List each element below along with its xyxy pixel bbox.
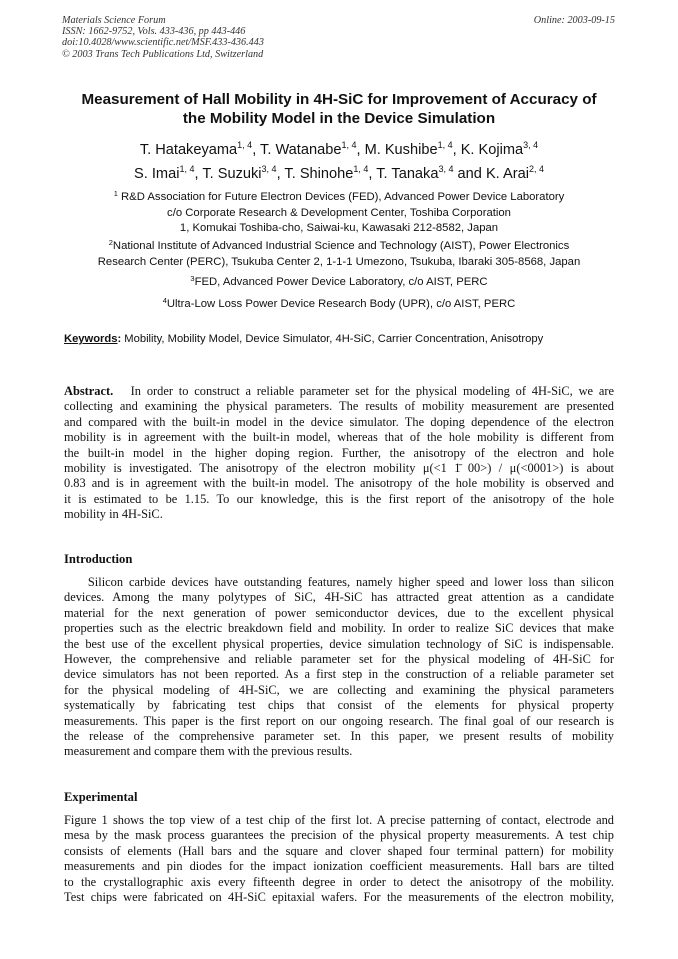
author-affil-sup: 1, 4 (353, 164, 369, 174)
text-line: consists of elements (Hall bars and the square and clover shaped four terminal pattern) for mobility (64, 843, 614, 858)
doi-line: doi:10.4028/www.scientific.net/MSF.433-436.443 (62, 37, 264, 49)
abstract-label: Abstract. (64, 384, 114, 398)
text-line: Figure 1 shows the top view of a test chip of the first lot. A precise patterning of contact, electrode and (64, 813, 614, 827)
author-list (30, 138, 648, 186)
text-line: mobility is in agreement with the built-in model, whereas that of the hole mobility is different from (64, 430, 614, 445)
author-separator: , (252, 142, 261, 158)
affiliation-sup: 3 (190, 274, 195, 283)
text-line: and compared with the built-in model in the device simulator. The doping dependence of the electron (64, 414, 614, 429)
text-line: to the crystallographic axis every fifteenth degree in order to detect the anisotropy of the mobility. (64, 874, 614, 889)
affiliation-3 (30, 275, 648, 291)
text-line: measurements. This paper is the first report on our ongoing research. The final goal of our research is (64, 713, 614, 728)
author-name: T. Hatakeyama (139, 142, 238, 158)
text-line: device simulators has not been reported. As a first step in the construction of a reliable parameter set (64, 667, 614, 682)
author-separator: , (368, 166, 377, 182)
author-name: T. Tanaka (376, 166, 439, 182)
text-line: mesa by the mask process guarantees the precision of the physical property measurements. A test chip (64, 828, 614, 843)
affiliation-line: R&D Association for Future Electron Devices (FED), Advanced Power Device Laboratory (121, 191, 565, 203)
title-line-2: the Mobility Model in the Device Simulation (182, 110, 496, 127)
text-line: measurements and pin diodes for the impact ionization coefficient measurements. Hall bars are tilted (64, 859, 614, 874)
online-date: Online: 2003-09-15 (533, 15, 615, 26)
affiliation-sup: 1 (113, 189, 118, 198)
author-affil-sup: 1, 4 (437, 140, 453, 150)
text-line: material for the next generation of power semiconductor devices, due to the excellent physical (64, 605, 614, 620)
author-name: T. Watanabe (260, 142, 342, 158)
keywords (64, 333, 543, 345)
affiliation-2 (30, 239, 648, 270)
experimental-heading: Experimental (64, 790, 138, 804)
author-separator: , (356, 142, 365, 158)
experimental-paragraph (64, 813, 614, 905)
text-line: it is estimated to be 1.15. To our knowledge, this is the first report of the anisotropy of the hole (64, 491, 614, 506)
text-line: properties such as the electric breakdown field and mobility. In order to realize SiC devices that make (64, 621, 614, 636)
text-line: mobility in 4H-SiC. (64, 507, 163, 522)
text-line: measurement and compare them with the previous results. (64, 744, 353, 759)
affiliation-sup: 2 (108, 238, 113, 247)
author-affil-sup: 1, 4 (341, 140, 357, 150)
author-separator: , (276, 166, 285, 182)
copyright-line: © 2003 Trans Tech Publications Ltd, Switzerland (62, 48, 264, 60)
author-affil-sup: 3, 4 (261, 164, 277, 174)
title-line-1: Measurement of Hall Mobility in 4H-SiC for Improvement of Accuracy of (81, 91, 597, 108)
text-line: Test chips were fabricated on 4H-SiC epitaxial wafers. For the measurements of the electron mobility, (64, 889, 614, 904)
affiliation-line: National Institute of Advanced Industrial Science and Technology (AIST), Power Electronics (112, 240, 570, 252)
author-affil-sup: 2, 4 (528, 164, 544, 174)
keywords-colon: : (117, 333, 122, 345)
journal-meta (62, 15, 264, 60)
introduction-paragraph (64, 575, 614, 760)
author-line-1 (30, 138, 648, 162)
text-line: for the physical modeling of 4H-SiC, we are collecting and examining the physical parameters (64, 682, 614, 697)
author-affil-sup: 1, 4 (237, 140, 253, 150)
affiliation-line: Ultra-Low Loss Power Device Research Body (UPR), c/o AIST, PERC (166, 298, 516, 310)
author-affil-sup: 3, 4 (523, 140, 539, 150)
paper-title (40, 90, 638, 128)
author-affil-sup: 3, 4 (438, 164, 454, 174)
text-line: In order to construct a reliable parameter set for the physical modeling of 4H-SiC, we are (113, 384, 614, 398)
affiliation-1 (30, 190, 648, 237)
text-line: However, the comprehensive and reliable parameter set for the physical modeling of 4H-SiC for (64, 651, 614, 666)
text-line: 0.83 and is in agreement with the built-in model. The anisotropy of the hole mobility is observed and (64, 476, 614, 491)
author-name: T. Shinohe (284, 166, 354, 182)
author-separator: and (453, 166, 486, 182)
affiliation-line: 1, Komukai Toshiba-cho, Saiwai-ku, Kawasaki 212-8582, Japan (179, 222, 499, 235)
author-separator: , (452, 142, 461, 158)
journal-name: Materials Science Forum (62, 15, 166, 26)
text-line: the release of the comprehensive parameter set. In this paper, we present results of mobility (64, 728, 614, 743)
text-line: the best use of the excellent physical properties, device simulation technology of SiC is indispensable. (64, 636, 614, 651)
author-affil-sup: 1, 4 (179, 164, 195, 174)
affiliation-4 (30, 297, 648, 313)
author-separator: , (194, 166, 203, 182)
text-line: devices. Among the many polytypes of SiC, 4H-SiC has attracted great attention as a candidate (64, 590, 614, 605)
author-name: T. Suzuki (202, 166, 262, 182)
affiliation-sup: 4 (162, 296, 167, 305)
introduction-heading: Introduction (64, 552, 133, 566)
text-line: the built-in model in the higher doping region. Further, the anisotropy of the electron and hole (64, 445, 614, 460)
author-name: M. Kushibe (364, 142, 438, 158)
keywords-label: Keywords (64, 333, 118, 345)
issn-line: ISSN: 1662-9752, Vols. 433-436, pp 443-446 (62, 26, 246, 38)
affiliation-line: Research Center (PERC), Tsukuba Center 2, 1-1-1 Umezono, Tsukuba, Ibaraki 305-8568, Japan (97, 255, 581, 268)
keywords-text: Mobility, Mobility Model, Device Simulator, 4H-SiC, Carrier Concentration, Anisotropy (121, 333, 544, 345)
author-name: S. Imai (134, 166, 180, 182)
author-name: K. Kojima (460, 142, 524, 158)
text-line: Silicon carbide devices have outstanding features, namely higher speed and lower loss than silicon (64, 575, 614, 589)
text-line: collecting and examining the physical parameters. The results of mobility measurement are presented (64, 399, 614, 414)
text-line: mobility is investigated. The anisotropy of the electron mobility μ(<1 1̄ 00>) / μ(<0001>) is about (64, 460, 614, 475)
affiliation-line: c/o Corporate Research & Development Center, Toshiba Corporation (167, 206, 511, 219)
affiliation-line: FED, Advanced Power Device Laboratory, c/o AIST, PERC (194, 276, 488, 288)
author-line-2 (30, 162, 648, 186)
abstract-paragraph (64, 384, 614, 523)
author-name: K. Arai (485, 166, 529, 182)
text-line: systematically by fabricating test chips that consist of the elements for physical property (64, 698, 614, 713)
